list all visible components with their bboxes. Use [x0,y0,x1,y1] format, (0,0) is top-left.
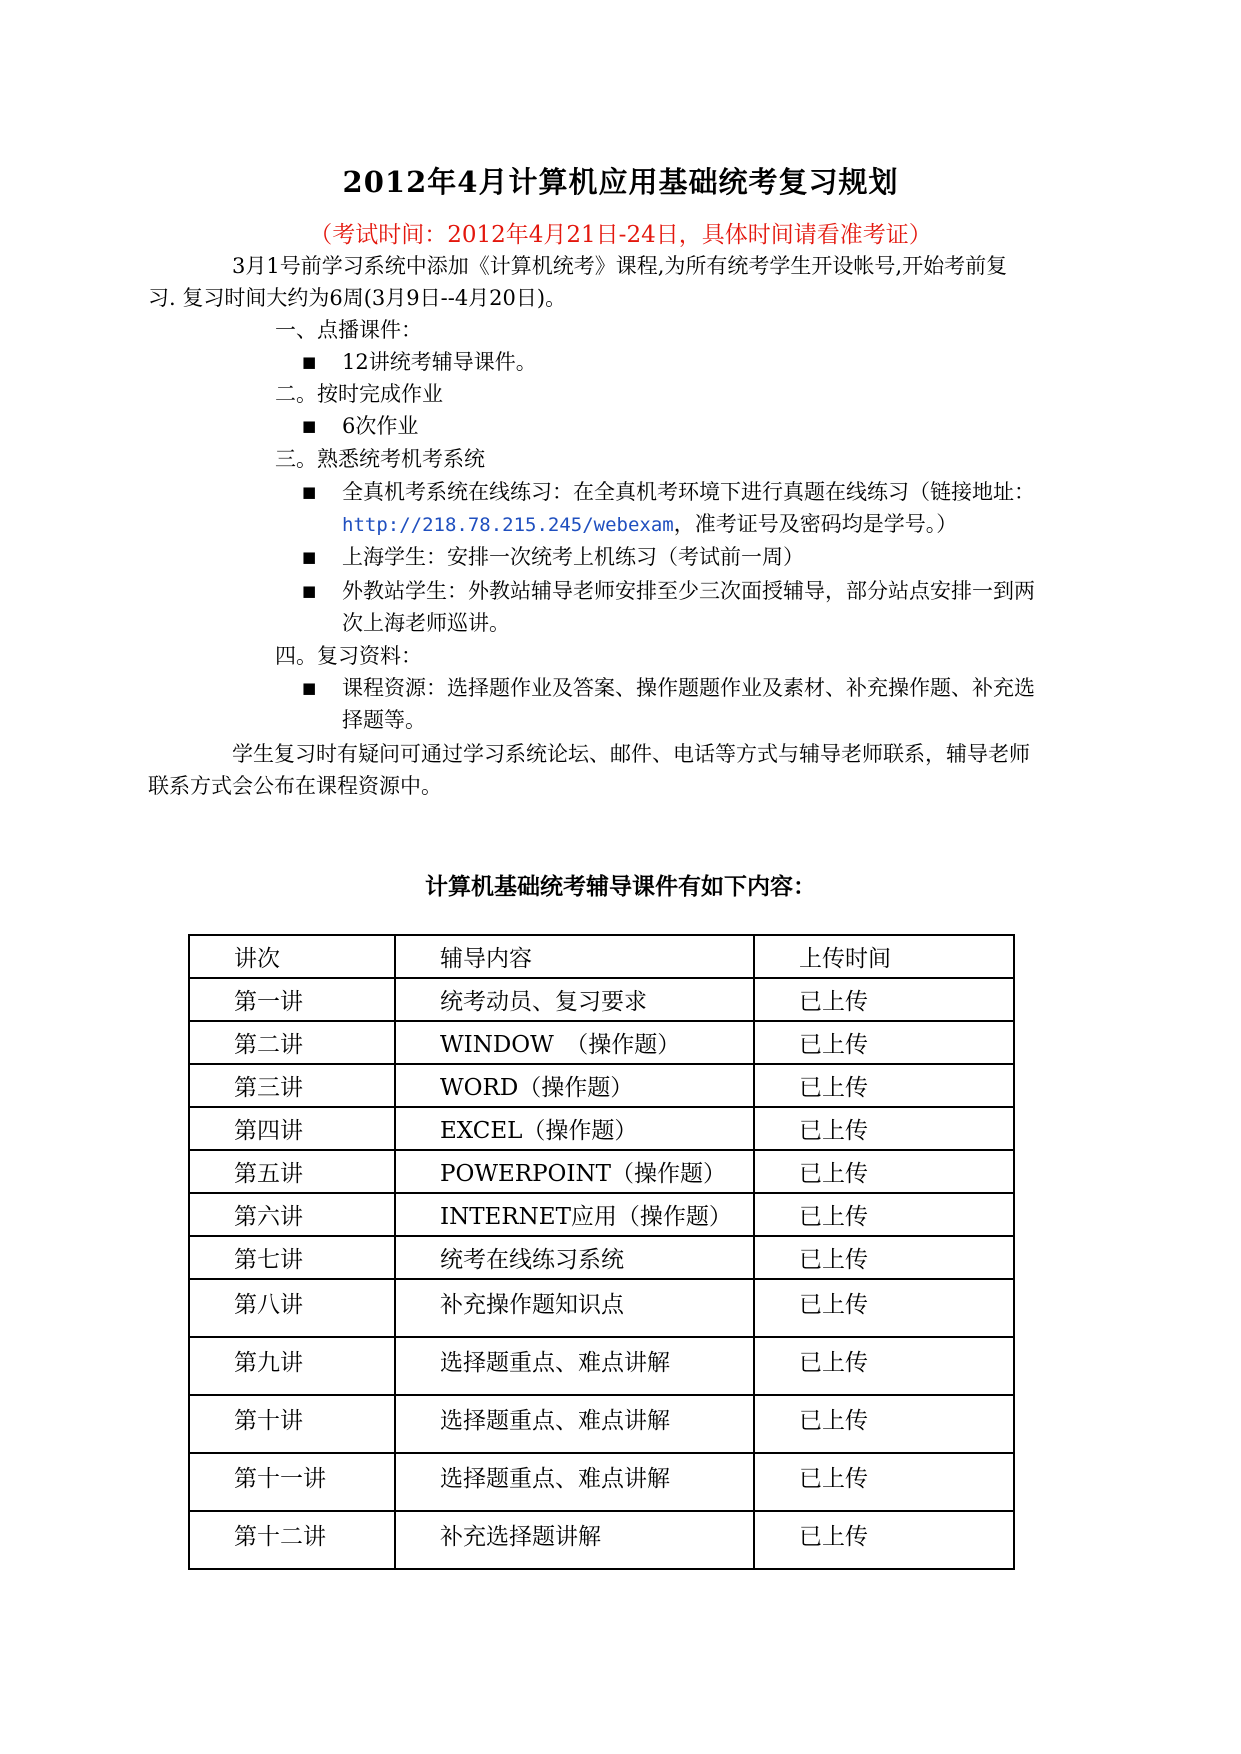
courseware-table [188,934,1015,1570]
bullet-square-icon: ■ [302,548,317,566]
table-row [189,1193,1014,1236]
upload-status-cell: 已上传 [754,1337,1014,1395]
closing-paragraph: 学生复习时有疑问可通过学习系统论坛、邮件、电话等方式与辅导老师联系，辅导老师 联系方式会公布在课程资源中。 [148,742,1030,798]
upload-status-cell: 已上传 [754,1395,1014,1453]
section-heading-1: 一、点播课件： [275,318,422,342]
table-row [189,1511,1014,1569]
content-cell: WORD（操作题） [395,1064,754,1107]
content-cell: 统考动员、复习要求 [395,978,754,1021]
bullet-square-icon: ■ [302,679,317,697]
lecture-cell: 第八讲 [189,1279,395,1337]
table-row [189,1236,1014,1279]
exam-time-note: （考试时间：2012年4月21日-24日，具体时间请看准考证） [309,222,932,248]
bullet-square-icon: ■ [302,417,317,435]
lecture-cell: 第一讲 [189,978,395,1021]
upload-status-cell: 已上传 [754,1107,1014,1150]
upload-status-cell: 已上传 [754,1453,1014,1511]
lecture-cell: 第四讲 [189,1107,395,1150]
content-cell: INTERNET应用（操作题） [395,1193,754,1236]
lecture-cell: 第二讲 [189,1021,395,1064]
content-cell: 统考在线练习系统 [395,1236,754,1279]
bullet-square-icon: ■ [302,353,317,371]
table-row [189,1279,1014,1337]
lecture-cell: 第十一讲 [189,1453,395,1511]
upload-status-cell: 已上传 [754,1279,1014,1337]
content-cell: 选择题重点、难点讲解 [395,1395,754,1453]
webexam-link[interactable]: http://218.78.215.245/webexam [342,514,674,536]
bullet-item: ■ 全真机考系统在线练习：在全真机考环境下进行真题在线练习（链接地址： http://218.78.215.245/webexam，准考证号及密码均是学号。） [302,476,1062,541]
content-cell: 辅导内容 [395,935,754,978]
bullet-item: ■ 上海学生：安排一次统考上机练习（考试前一周） [302,541,1062,573]
bullet-item: ■ 课程资源：选择题作业及答案、操作题题作业及素材、补充操作题、补充选 择题等。 [302,672,1062,736]
lecture-cell: 第十二讲 [189,1511,395,1569]
table-row [189,1064,1014,1107]
table-row [189,978,1014,1021]
bullet-item: ■ 外教站学生：外教站辅导老师安排至少三次面授辅导，部分站点安排一到两 次上海老师巡讲。 [302,575,1062,639]
lecture-cell: 第十讲 [189,1395,395,1453]
table-title: 计算机基础统考辅导课件有如下内容： [425,873,816,900]
upload-status-cell: 已上传 [754,1193,1014,1236]
page-title: 2012年4月计算机应用基础统考复习规划 [342,165,899,199]
lecture-cell: 讲次 [189,935,395,978]
upload-status-cell: 已上传 [754,978,1014,1021]
table-row [189,1150,1014,1193]
content-cell: EXCEL（操作题） [395,1107,754,1150]
intro-line-2: 习. 复习时间大约为6周(3月9日--4月20日)。 [148,286,567,310]
section-heading-4: 四。复习资料： [275,644,422,668]
bullet-square-icon: ■ [302,483,317,501]
content-cell: 选择题重点、难点讲解 [395,1337,754,1395]
upload-status-cell: 已上传 [754,1021,1014,1064]
upload-status-cell: 已上传 [754,1236,1014,1279]
content-cell: POWERPOINT（操作题） [395,1150,754,1193]
bullet-item: ■ 12讲统考辅导课件。 [302,346,1062,378]
upload-status-cell: 上传时间 [754,935,1014,978]
lecture-cell: 第三讲 [189,1064,395,1107]
lecture-cell: 第五讲 [189,1150,395,1193]
section-heading-3: 三。熟悉统考机考系统 [275,447,485,471]
content-cell: WINDOW （操作题） [395,1021,754,1064]
intro-line-1: 3月1号前学习系统中添加《计算机统考》课程,为所有统考学生开设帐号,开始考前复 [232,254,1008,278]
bullet-square-icon: ■ [302,582,317,600]
table-row [189,1453,1014,1511]
lecture-cell: 第六讲 [189,1193,395,1236]
upload-status-cell: 已上传 [754,1511,1014,1569]
table-row [189,1337,1014,1395]
table-header-row [189,935,1014,978]
bullet-item: ■ 6次作业 [302,410,1062,442]
content-cell: 补充选择题讲解 [395,1511,754,1569]
intro-paragraph [148,250,1060,314]
table-row [189,1395,1014,1453]
table-row [189,1107,1014,1150]
section-heading-2: 二。按时完成作业 [275,382,443,406]
upload-status-cell: 已上传 [754,1064,1014,1107]
upload-status-cell: 已上传 [754,1150,1014,1193]
lecture-cell: 第七讲 [189,1236,395,1279]
lecture-cell: 第九讲 [189,1337,395,1395]
content-cell: 补充操作题知识点 [395,1279,754,1337]
table-row [189,1021,1014,1064]
content-cell: 选择题重点、难点讲解 [395,1453,754,1511]
